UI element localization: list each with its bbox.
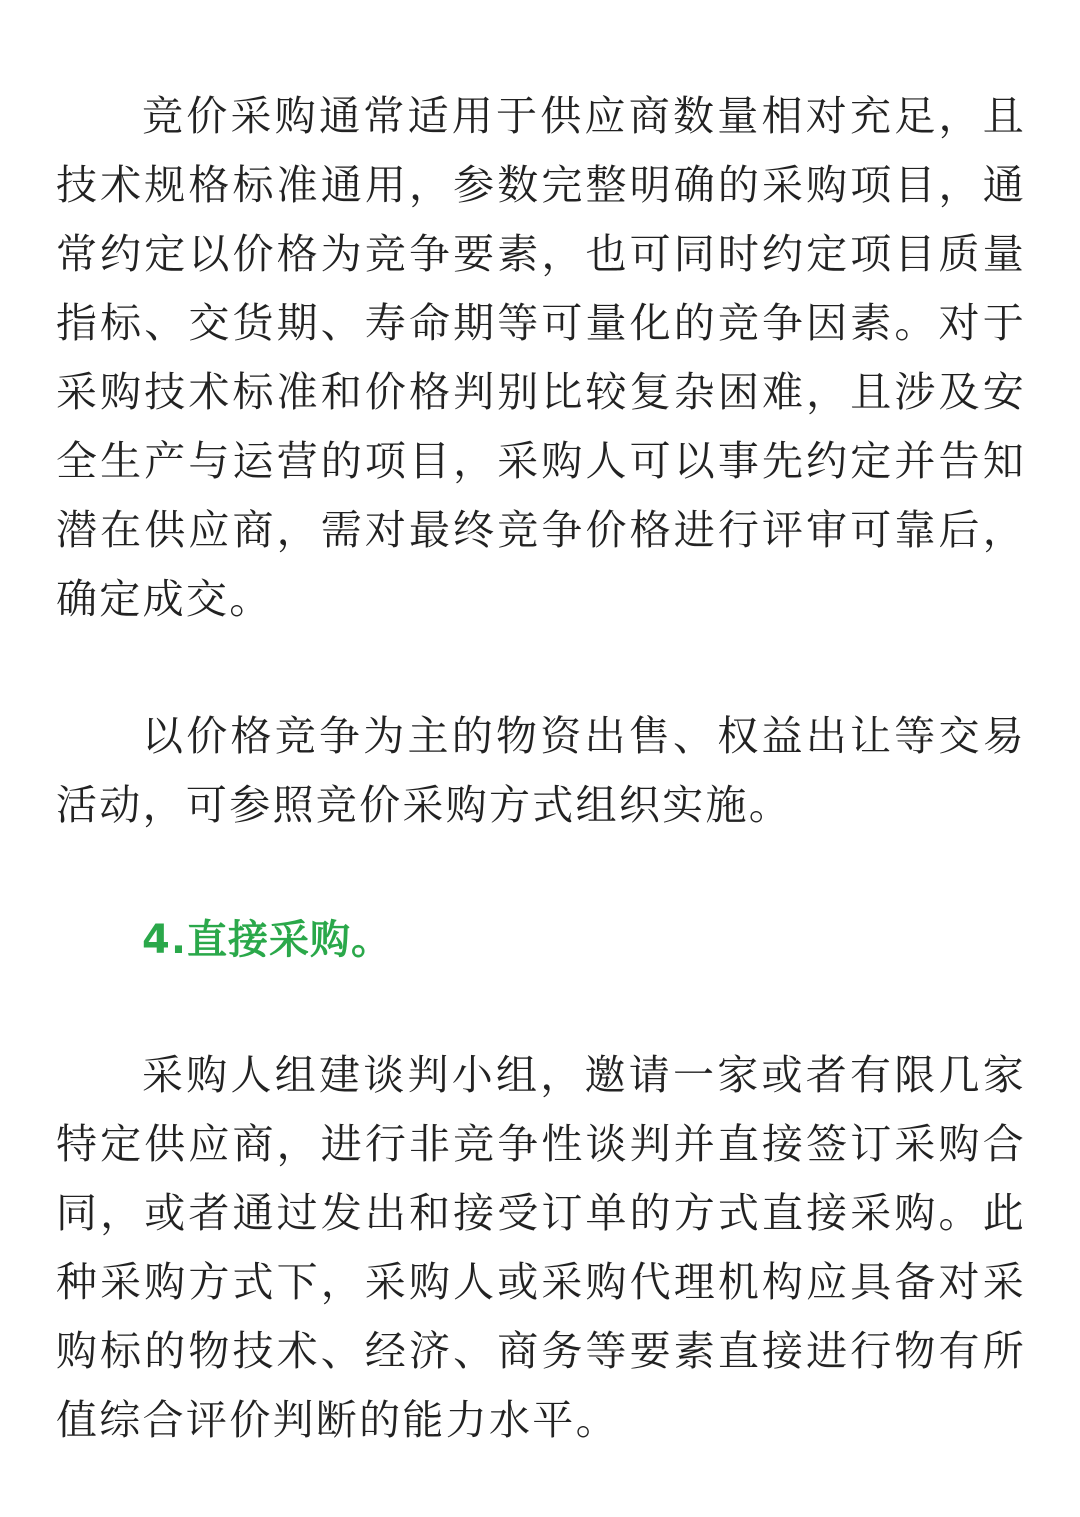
paragraph-bidding-procurement: 竞价采购通常适用于供应商数量相对充足，且技术规格标准通用，参数完整明确的采购项目，通常约定以价格为竞争要素，也可同时约定项目质量指标、交货期、寿命期等可量化的竞争因素。对于采购技术标准和价格判别比较复杂困难，且涉及安全生产与运营的项目，采购人可以事先约定并告知潜在供应商，需对最终竞争价格进行评审可靠后，确定成交。 bbox=[56, 92, 1026, 623]
section-heading-direct-procurement: 4.直接采购。 bbox=[142, 917, 393, 963]
paragraph-price-competition-transactions: 以价格竞争为主的物资出售、权益出让等交易活动，可参照竞价采购方式组织实施。 bbox=[56, 712, 1026, 829]
paragraph-direct-procurement: 采购人组建谈判小组，邀请一家或者有限几家特定供应商，进行非竞争性谈判并直接签订采购合同，或者通过发出和接受订单的方式直接采购。此种采购方式下，采购人或采购代理机构应具备对采购标的物技术、经济、商务等要素直接进行物有所值综合评价判断的能力水平。 bbox=[56, 1051, 1026, 1444]
